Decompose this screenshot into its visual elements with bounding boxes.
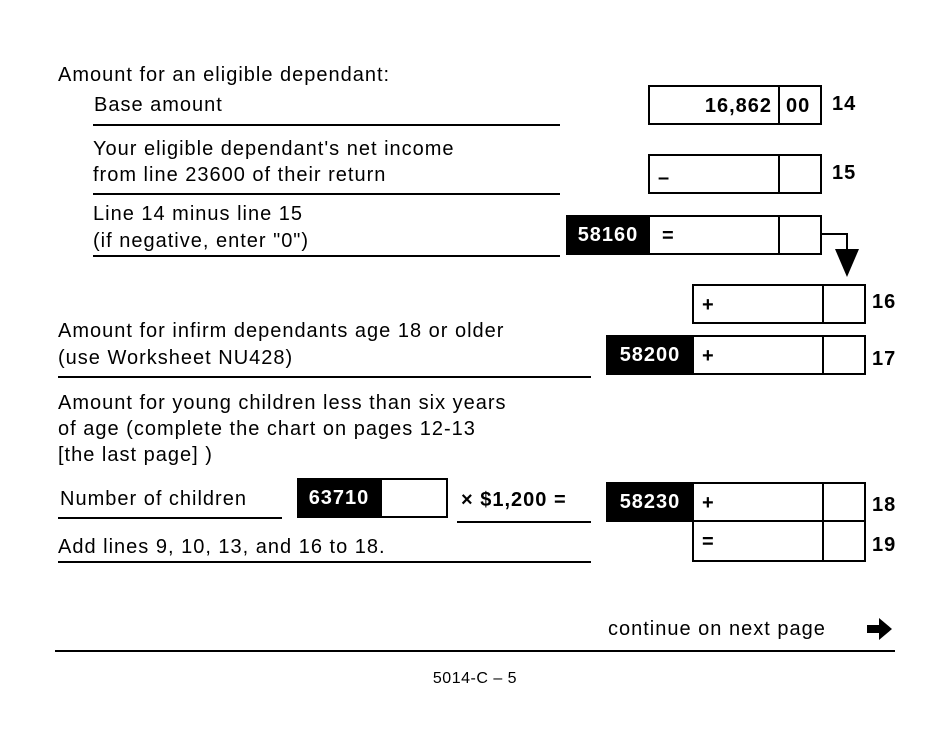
line-number-17: 17	[872, 348, 897, 370]
line15-amount-field[interactable]	[648, 154, 822, 194]
infirm-dependants-label-1: Amount for infirm dependants age 18 or older	[58, 320, 505, 342]
equals-sign: =	[662, 225, 674, 247]
line-number-16: 16	[872, 291, 897, 313]
plus-sign: +	[702, 294, 714, 316]
divider	[93, 193, 560, 195]
number-of-children-label: Number of children	[60, 488, 247, 510]
code-63710: 63710	[297, 478, 381, 518]
cents-divider	[778, 217, 780, 253]
plus-sign: +	[702, 492, 714, 514]
divider	[58, 376, 591, 378]
number-of-children-input[interactable]	[380, 478, 448, 518]
continue-text: continue on next page	[608, 618, 826, 640]
right-arrow-icon	[865, 616, 895, 642]
line14-dollars: 16,862	[704, 95, 772, 117]
line17-amount-field[interactable]	[692, 335, 866, 375]
cents-divider	[778, 87, 780, 123]
base-amount-label: Base amount	[94, 94, 223, 116]
cents-divider	[778, 156, 780, 192]
code-58230: 58230	[606, 482, 694, 522]
line18-amount-field[interactable]	[692, 482, 866, 522]
cents-divider	[822, 286, 824, 322]
cents-divider	[822, 337, 824, 373]
difference-amount-field[interactable]	[648, 215, 822, 255]
line19-total-field[interactable]	[692, 520, 866, 562]
section-title: Amount for an eligible dependant:	[58, 64, 391, 86]
line16-amount-field[interactable]	[692, 284, 866, 324]
page-number: 5014-C – 5	[432, 670, 518, 687]
net-income-label-1: Your eligible dependant's net income	[93, 138, 455, 160]
line-number-18: 18	[872, 494, 897, 516]
footer-divider	[55, 650, 895, 652]
young-children-label-3: [the last page] )	[58, 444, 213, 466]
divider	[93, 255, 560, 257]
difference-label-1: Line 14 minus line 15	[93, 203, 304, 225]
line14-amount-field[interactable]	[648, 85, 822, 125]
young-children-label-2: of age (complete the chart on pages 12-13	[58, 418, 476, 440]
line-number-19: 19	[872, 534, 897, 556]
net-income-label-2: from line 23600 of their return	[93, 164, 387, 186]
line14-cents: 00	[786, 95, 811, 117]
divider	[457, 521, 591, 523]
code-58160: 58160	[566, 215, 650, 255]
down-arrow-icon	[810, 225, 870, 281]
difference-label-2: (if negative, enter "0")	[93, 230, 310, 252]
equals-sign: =	[702, 531, 714, 553]
young-children-label-1: Amount for young children less than six years	[58, 392, 507, 414]
minus-sign: –	[658, 167, 670, 189]
line-number-14: 14	[832, 93, 857, 115]
infirm-dependants-label-2: (use Worksheet NU428)	[58, 347, 294, 369]
multiplier-text: × $1,200 =	[461, 489, 567, 511]
plus-sign: +	[702, 345, 714, 367]
divider	[58, 517, 282, 519]
code-58200: 58200	[606, 335, 694, 375]
line-number-15: 15	[832, 162, 857, 184]
cents-divider	[822, 484, 824, 520]
divider	[93, 124, 560, 126]
add-lines-label: Add lines 9, 10, 13, and 16 to 18.	[58, 536, 386, 558]
cents-divider	[822, 522, 824, 560]
divider	[58, 561, 591, 563]
